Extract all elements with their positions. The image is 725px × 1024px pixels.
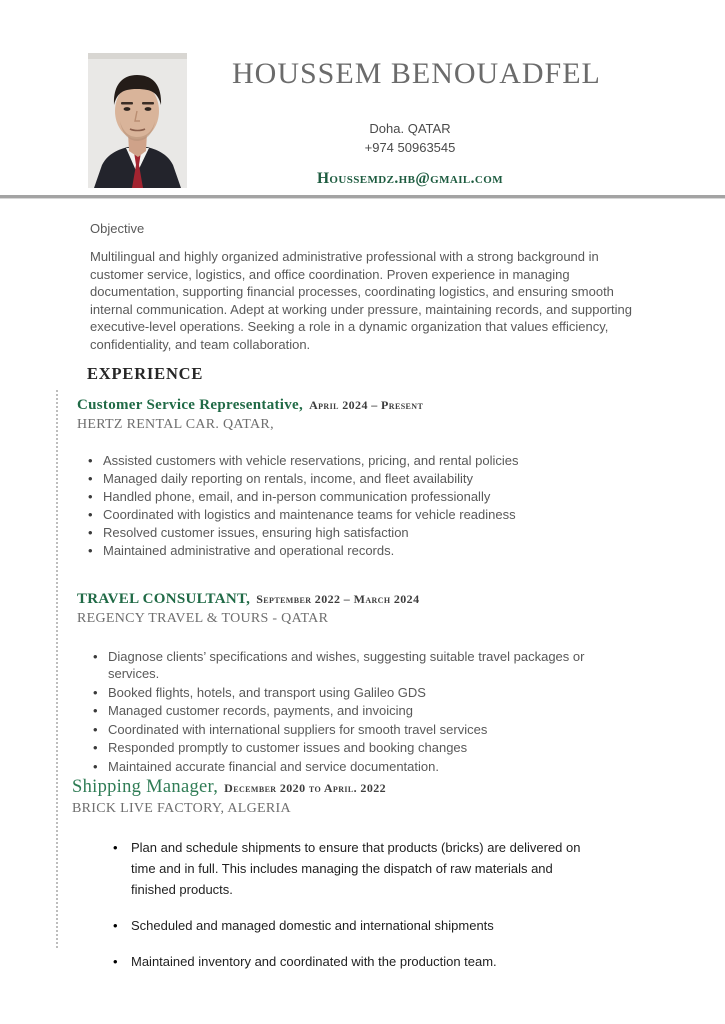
job-bullet-list bbox=[77, 452, 657, 559]
bullet-item: • Maintained administrative and operational records. bbox=[103, 542, 657, 559]
job-company: BRICK LIVE FACTORY, ALGERIA bbox=[72, 801, 291, 816]
job-title: Shipping Manager, bbox=[72, 777, 219, 797]
job-title: TRAVEL CONSULTANT, bbox=[77, 591, 251, 607]
contact-phone: +974 50963545 bbox=[364, 140, 456, 155]
header-divider bbox=[0, 195, 725, 199]
job-title: Customer Service Representative, bbox=[77, 397, 304, 413]
contact-block bbox=[285, 121, 535, 188]
bullet-item: • Diagnose clients’ specifications and wishes, suggesting suitable travel packages or services. bbox=[108, 648, 608, 682]
objective-label: Objective bbox=[90, 221, 145, 236]
contact-email-link[interactable]: Houssemdz.hb@gmail.com bbox=[316, 170, 504, 187]
job-dates: December 2020 to April. 2022 bbox=[224, 781, 387, 795]
job-dates: September 2022 – March 2024 bbox=[256, 592, 420, 606]
bullet-item: • Handled phone, email, and in-person communication professionally bbox=[103, 488, 657, 505]
bullet-item: • Resolved customer issues, ensuring high satisfaction bbox=[103, 524, 657, 541]
bullet-item: • Maintained accurate financial and service documentation. bbox=[108, 758, 608, 775]
job-company: REGENCY TRAVEL & TOURS - QATAR bbox=[77, 611, 329, 626]
job-title-row bbox=[77, 590, 657, 608]
bullet-item: • Maintained inventory and coordinated with the production team. bbox=[131, 951, 583, 972]
candidate-name: HOUSSEM BENOUADFEL bbox=[232, 57, 601, 90]
bullet-item: • Managed customer records, payments, and invoicing bbox=[108, 702, 608, 719]
job-entry-customer-service-representative bbox=[77, 396, 657, 560]
contact-location: Doha. QATAR bbox=[369, 121, 451, 136]
job-entry-travel-consultant bbox=[77, 590, 657, 776]
job-bullet-list bbox=[72, 837, 652, 972]
objective-text: Multilingual and highly organized administrative professional with a strong background in customer service, logistics, and office coordination. Proven experience in managing documentation, supporting financial processes, coordinating logistics, and ensuring smooth internal communication. Adept at working under pressure, maintaining records, and supporting executive-level operations. Seeking a role in a dynamic organization that values efficiency, confidentiality, and team collaboration. bbox=[90, 249, 632, 352]
job-company: HERTZ RENTAL CAR. QATAR, bbox=[77, 417, 274, 432]
job-title-row bbox=[77, 396, 657, 414]
bullet-item: • Managed daily reporting on rentals, income, and fleet availability bbox=[103, 470, 657, 487]
bullet-item: • Booked flights, hotels, and transport using Galileo GDS bbox=[108, 684, 608, 701]
bullet-item: • Coordinated with international suppliers for smooth travel services bbox=[108, 721, 608, 738]
job-dates: April 2024 – Present bbox=[309, 398, 424, 412]
bullet-item: • Responded promptly to customer issues and booking changes bbox=[108, 739, 608, 756]
experience-dotted-rule bbox=[56, 390, 58, 948]
profile-photo bbox=[88, 53, 187, 188]
job-bullet-list bbox=[77, 648, 657, 775]
bullet-item: • Assisted customers with vehicle reservations, pricing, and rental policies bbox=[103, 452, 657, 469]
experience-heading: EXPERIENCE bbox=[87, 364, 204, 383]
bullet-item: • Coordinated with logistics and maintenance teams for vehicle readiness bbox=[103, 506, 657, 523]
bullet-item: • Scheduled and managed domestic and international shipments bbox=[131, 915, 583, 936]
job-entry-shipping-manager bbox=[72, 777, 652, 987]
bullet-item: • Plan and schedule shipments to ensure that products (bricks) are delivered on time and in full. This includes managing the dispatch of raw materials and finished products. bbox=[131, 837, 583, 900]
job-title-row bbox=[72, 777, 652, 798]
